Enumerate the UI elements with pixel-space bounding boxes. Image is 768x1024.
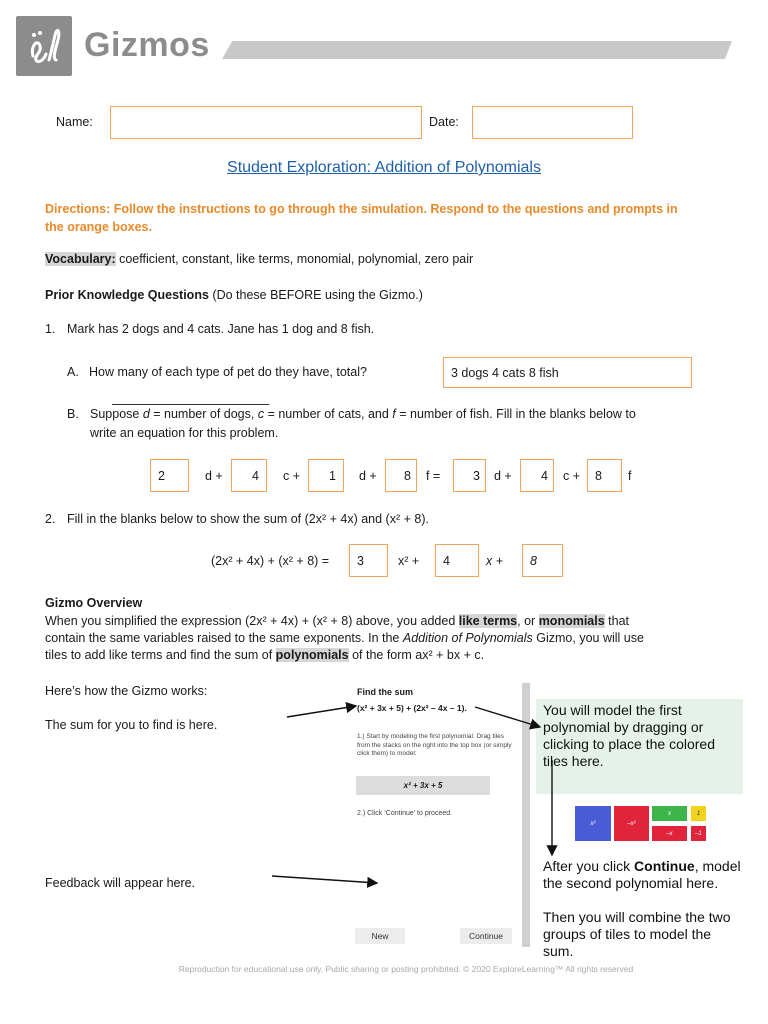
prior-knowledge-heading: Prior Knowledge Questions: [45, 288, 209, 302]
callout-continue-word: Continue: [634, 858, 695, 874]
how-feedback: Feedback will appear here.: [45, 876, 196, 890]
var-c: c: [257, 407, 265, 421]
callout-bottom-post: , model the second polynomial here.: [543, 858, 741, 891]
tile-x-squared[interactable]: x²: [575, 806, 611, 841]
directions: Directions: Follow the instructions to go through the simulation. Respond to the questions and prompts in the orange boxes.: [45, 202, 678, 234]
eq-box-4[interactable]: 8: [385, 459, 417, 492]
var-d: d: [142, 407, 150, 421]
gizmo-new-button[interactable]: New: [355, 928, 405, 944]
tile-neg-x[interactable]: –x: [652, 826, 687, 841]
tile-x[interactable]: x: [652, 806, 687, 821]
eq-box-2[interactable]: 4: [231, 459, 267, 492]
eq-label-5: d +: [494, 469, 512, 483]
q1-text: Mark has 2 dogs and 4 cats. Jane has 1 dog and 8 fish.: [67, 322, 375, 336]
eq-label-7: f: [628, 469, 632, 483]
overview-line1-mid: , or: [517, 614, 539, 628]
eq-label-3: d +: [359, 469, 377, 483]
q2-expression: (2x² + 4x) + (x² + 8) =: [211, 554, 330, 568]
page-title: Student Exploration: Addition of Polynomials: [227, 159, 541, 176]
q1b-text-mid2: = number of cats, and: [264, 407, 393, 421]
q1a-text: How many of each type of pet do they have, total?: [89, 365, 367, 379]
footer: Reproduction for educational use only. Public sharing or posting prohibited. © 2020 ExploreLearning™ All rights reserved: [178, 964, 634, 974]
callout-bottom-2: Then you will combine the two groups of tiles to model the sum.: [543, 909, 731, 959]
date-label: Date:: [429, 115, 459, 129]
tile-one[interactable]: 1: [691, 806, 706, 821]
q1b-letter: B.: [67, 407, 79, 421]
prior-knowledge-note: (Do these BEFORE using the Gizmo.): [212, 288, 423, 302]
how-intro: Here’s how the Gizmo works:: [45, 684, 208, 698]
monomials-term: monomials: [538, 614, 605, 628]
arrow-sum: [287, 706, 356, 717]
arrow-top-tiles: [475, 707, 540, 727]
like-terms-term: like terms: [458, 614, 518, 628]
arrow-feedback: [272, 876, 377, 883]
overview-line3-pre: tiles to add like terms and find the sum of: [45, 648, 276, 662]
gizmo-find-expr: (x² + 3x + 5) + (2x² – 4x – 1).: [357, 703, 467, 713]
q1b-text-pre: Suppose: [90, 407, 143, 421]
eq-label-2: c +: [283, 469, 301, 483]
q2-box-3[interactable]: 8: [522, 544, 563, 577]
q1b-line2: write an equation for this problem.: [90, 426, 279, 440]
overview-line1-pre: When you simplified the expression (2x² + 4x) + (x² + 8) above, you added: [45, 614, 459, 628]
name-label: Name:: [56, 115, 93, 129]
how-sum-here: The sum for you to find is here.: [45, 718, 218, 732]
q1b-text-post: = number of fish. Fill in the blanks below to: [395, 407, 636, 421]
q1a-letter: A.: [67, 365, 79, 379]
logo-text: Gizmos: [84, 26, 210, 64]
overview-line3-post: of the form ax² + bx + c.: [348, 648, 485, 662]
vocabulary-label: Vocabulary:: [45, 252, 116, 266]
overview-line2-post: Gizmo, you will use: [532, 631, 644, 645]
q1-number: 1.: [45, 322, 56, 336]
q2-box-1[interactable]: 3: [349, 544, 388, 577]
gizmo-model-expr: x² + 3x + 5: [356, 776, 490, 795]
overview-heading-text: Gizmo Overview: [45, 596, 143, 610]
polynomials-term: polynomials: [275, 648, 349, 662]
q2-number: 2.: [45, 512, 56, 526]
gizmo-find-label: Find the sum: [357, 687, 413, 697]
q1b-text-mid1: = number of dogs,: [149, 407, 258, 421]
tile-neg-x-squared[interactable]: –x²: [614, 806, 649, 841]
eq-label-1: d +: [205, 469, 223, 483]
q2-box-2[interactable]: 4: [435, 544, 479, 577]
q2-text: Fill in the blanks below to show the sum of (2x² + 4x) and (x² + 8).: [67, 512, 429, 526]
tile-neg-one[interactable]: –1: [691, 826, 706, 841]
gizmo-name: Addition of Polynomials: [402, 631, 533, 645]
eq-box-6[interactable]: 4: [520, 459, 554, 492]
gizmo-step-1: 1.) Start by modeling the first polynomial. Drag tiles from the stacks on the right into the top box (or simply click them) to model:: [357, 733, 512, 757]
eq-label-4: f =: [426, 469, 441, 483]
q2-label-1: x² +: [398, 554, 420, 568]
gizmo-continue-button[interactable]: Continue: [460, 928, 512, 944]
vocabulary-terms: coefficient, constant, like terms, monomial, polynomial, zero pair: [119, 252, 474, 266]
eq-box-5[interactable]: 3: [453, 459, 486, 492]
eq-label-6: c +: [563, 469, 581, 483]
eq-box-1[interactable]: 2: [150, 459, 189, 492]
callout-bottom-pre: After you click: [543, 858, 635, 874]
overview-line1-post: that: [604, 614, 630, 628]
q1a-answer-box[interactable]: 3 dogs 4 cats 8 fish: [443, 357, 692, 388]
q2-label-2: x +: [486, 554, 504, 568]
callout-top: You will model the first polynomial by dragging or clicking to place the colored tiles here.: [543, 702, 715, 769]
var-f: f: [392, 407, 396, 421]
gizmo-step-2: 2.) Click ‘Continue’ to proceed.: [357, 810, 453, 817]
overview-line2-pre: contain the same variables raised to the same exponents. In the: [45, 631, 403, 645]
eq-box-3[interactable]: 1: [308, 459, 344, 492]
eq-box-7[interactable]: 8: [587, 459, 622, 492]
